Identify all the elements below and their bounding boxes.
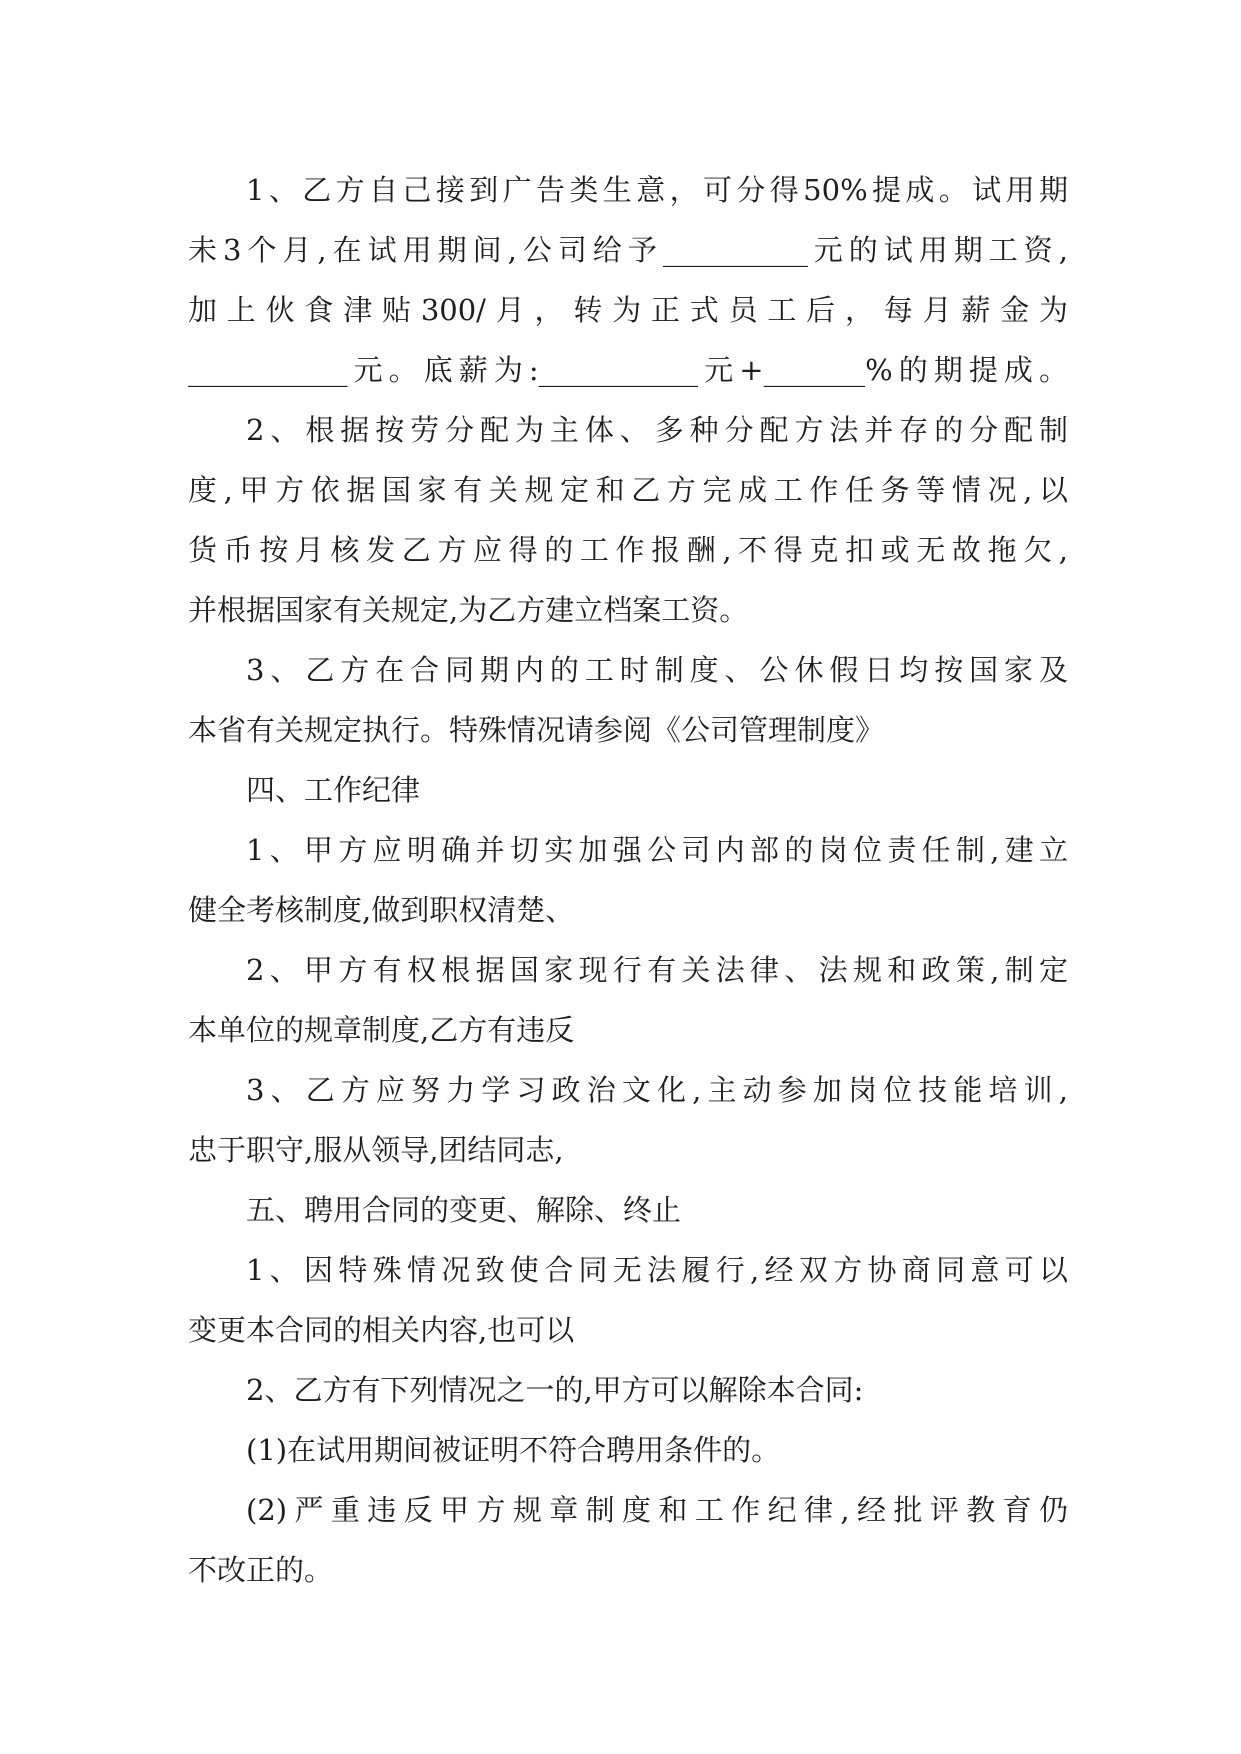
section-heading: 五、聘用合同的变更、解除、终止 bbox=[246, 1193, 682, 1227]
paragraph-line: 2、根据按劳分配为主体、多种分配方法并存的分配制 bbox=[246, 413, 1068, 447]
paragraph-line: ___________元。底薪为:___________元+_______%的期提成。 bbox=[188, 353, 1068, 387]
list-item: (2)严重违反甲方规章制度和工作纪律,经批评教育仍 bbox=[246, 1493, 1068, 1527]
paragraph-line: 健全考核制度,做到职权清楚、 bbox=[188, 893, 575, 927]
paragraph-line: 2、乙方有下列情况之一的,甲方可以解除本合同: bbox=[246, 1373, 864, 1407]
paragraph-line: 度,甲方依据国家有关规定和乙方完成工作任务等情况,以 bbox=[188, 473, 1068, 507]
paragraph-line: 本省有关规定执行。特殊情况请参阅《公司管理制度》 bbox=[188, 713, 885, 747]
paragraph-line: 不改正的。 bbox=[188, 1553, 334, 1587]
document-body bbox=[188, 160, 1068, 1600]
paragraph-line: 2、甲方有权根据国家现行有关法律、法规和政策,制定 bbox=[246, 953, 1068, 987]
paragraph-line: 3、乙方在合同期内的工时制度、公休假日均按国家及 bbox=[246, 653, 1068, 687]
paragraph-line: 加上伙食津贴300/月，转为正式员工后，每月薪金为 bbox=[188, 293, 1068, 327]
paragraph-line: 变更本合同的相关内容,也可以 bbox=[188, 1313, 575, 1347]
paragraph-line: 1、乙方自己接到广告类生意，可分得50%提成。试用期 bbox=[246, 173, 1068, 207]
paragraph-line: 未3个月,在试用期间,公司给予__________元的试用期工资, bbox=[188, 233, 1068, 267]
paragraph-line: 货币按月核发乙方应得的工作报酬,不得克扣或无故拖欠, bbox=[188, 533, 1068, 567]
paragraph-line: 本单位的规章制度,乙方有违反 bbox=[188, 1013, 575, 1047]
paragraph-line: 并根据国家有关规定,为乙方建立档案工资。 bbox=[188, 593, 749, 627]
list-item: (1)在试用期间被证明不符合聘用条件的。 bbox=[246, 1433, 781, 1467]
paragraph-line: 忠于职守,服从领导,团结同志, bbox=[188, 1133, 564, 1167]
section-heading: 四、工作纪律 bbox=[246, 773, 421, 807]
paragraph-line: 3、乙方应努力学习政治文化,主动参加岗位技能培训, bbox=[246, 1073, 1068, 1107]
paragraph-line: 1、甲方应明确并切实加强公司内部的岗位责任制,建立 bbox=[246, 833, 1068, 867]
paragraph-line: 1、因特殊情况致使合同无法履行,经双方协商同意可以 bbox=[246, 1253, 1068, 1287]
